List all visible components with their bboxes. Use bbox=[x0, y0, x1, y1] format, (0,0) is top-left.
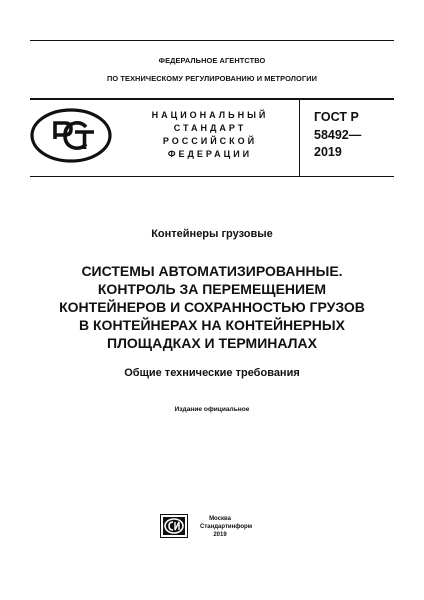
standard-type-line-4: ФЕДЕРАЦИИ bbox=[167, 149, 253, 159]
document-subtitle: Общие технические требования bbox=[124, 367, 300, 379]
title-line-4: В КОНТЕЙНЕРАХ НА КОНТЕЙНЕРНЫХ bbox=[79, 317, 345, 333]
gost-r-emblem-icon bbox=[30, 108, 112, 163]
title-line-2: КОНТРОЛЬ ЗА ПЕРЕМЕЩЕНИЕМ bbox=[97, 281, 327, 297]
publisher-name: Стандартинформ bbox=[200, 524, 253, 530]
title-line-5: ПЛОЩАДКАХ И ТЕРМИНАЛАХ bbox=[107, 335, 317, 351]
edition-note: Издание официальное bbox=[174, 406, 250, 413]
designation-line-1: ГОСТ Р bbox=[314, 110, 359, 124]
agency-line-2: ПО ТЕХНИЧЕСКОМУ РЕГУЛИРОВАНИЮ И МЕТРОЛОГИИ bbox=[106, 74, 318, 83]
designation-divider bbox=[299, 99, 300, 177]
subject-heading: Контейнеры грузовые bbox=[151, 228, 273, 240]
header-rule bbox=[30, 98, 394, 100]
title-line-3: КОНТЕЙНЕРОВ И СОХРАННОСТЬЮ ГРУЗОВ bbox=[59, 299, 365, 315]
standard-type-line-3: РОССИЙСКОЙ bbox=[162, 136, 258, 146]
publisher-year: 2019 bbox=[213, 532, 227, 538]
header-bottom-rule bbox=[30, 176, 394, 177]
designation-line-2: 58492— bbox=[314, 128, 362, 142]
publisher-city: Москва bbox=[209, 516, 231, 522]
designation-line-3: 2019 bbox=[314, 145, 342, 159]
standartinform-logo-icon bbox=[160, 514, 188, 538]
top-rule bbox=[30, 40, 394, 41]
agency-line-1: ФЕДЕРАЛЬНОЕ АГЕНТСТВО bbox=[158, 56, 266, 65]
title-line-1: СИСТЕМЫ АВТОМАТИЗИРОВАННЫЕ. bbox=[81, 263, 343, 279]
standard-type-line-1: НАЦИОНАЛЬНЫЙ bbox=[151, 110, 269, 120]
standard-type-line-2: СТАНДАРТ bbox=[173, 123, 247, 133]
